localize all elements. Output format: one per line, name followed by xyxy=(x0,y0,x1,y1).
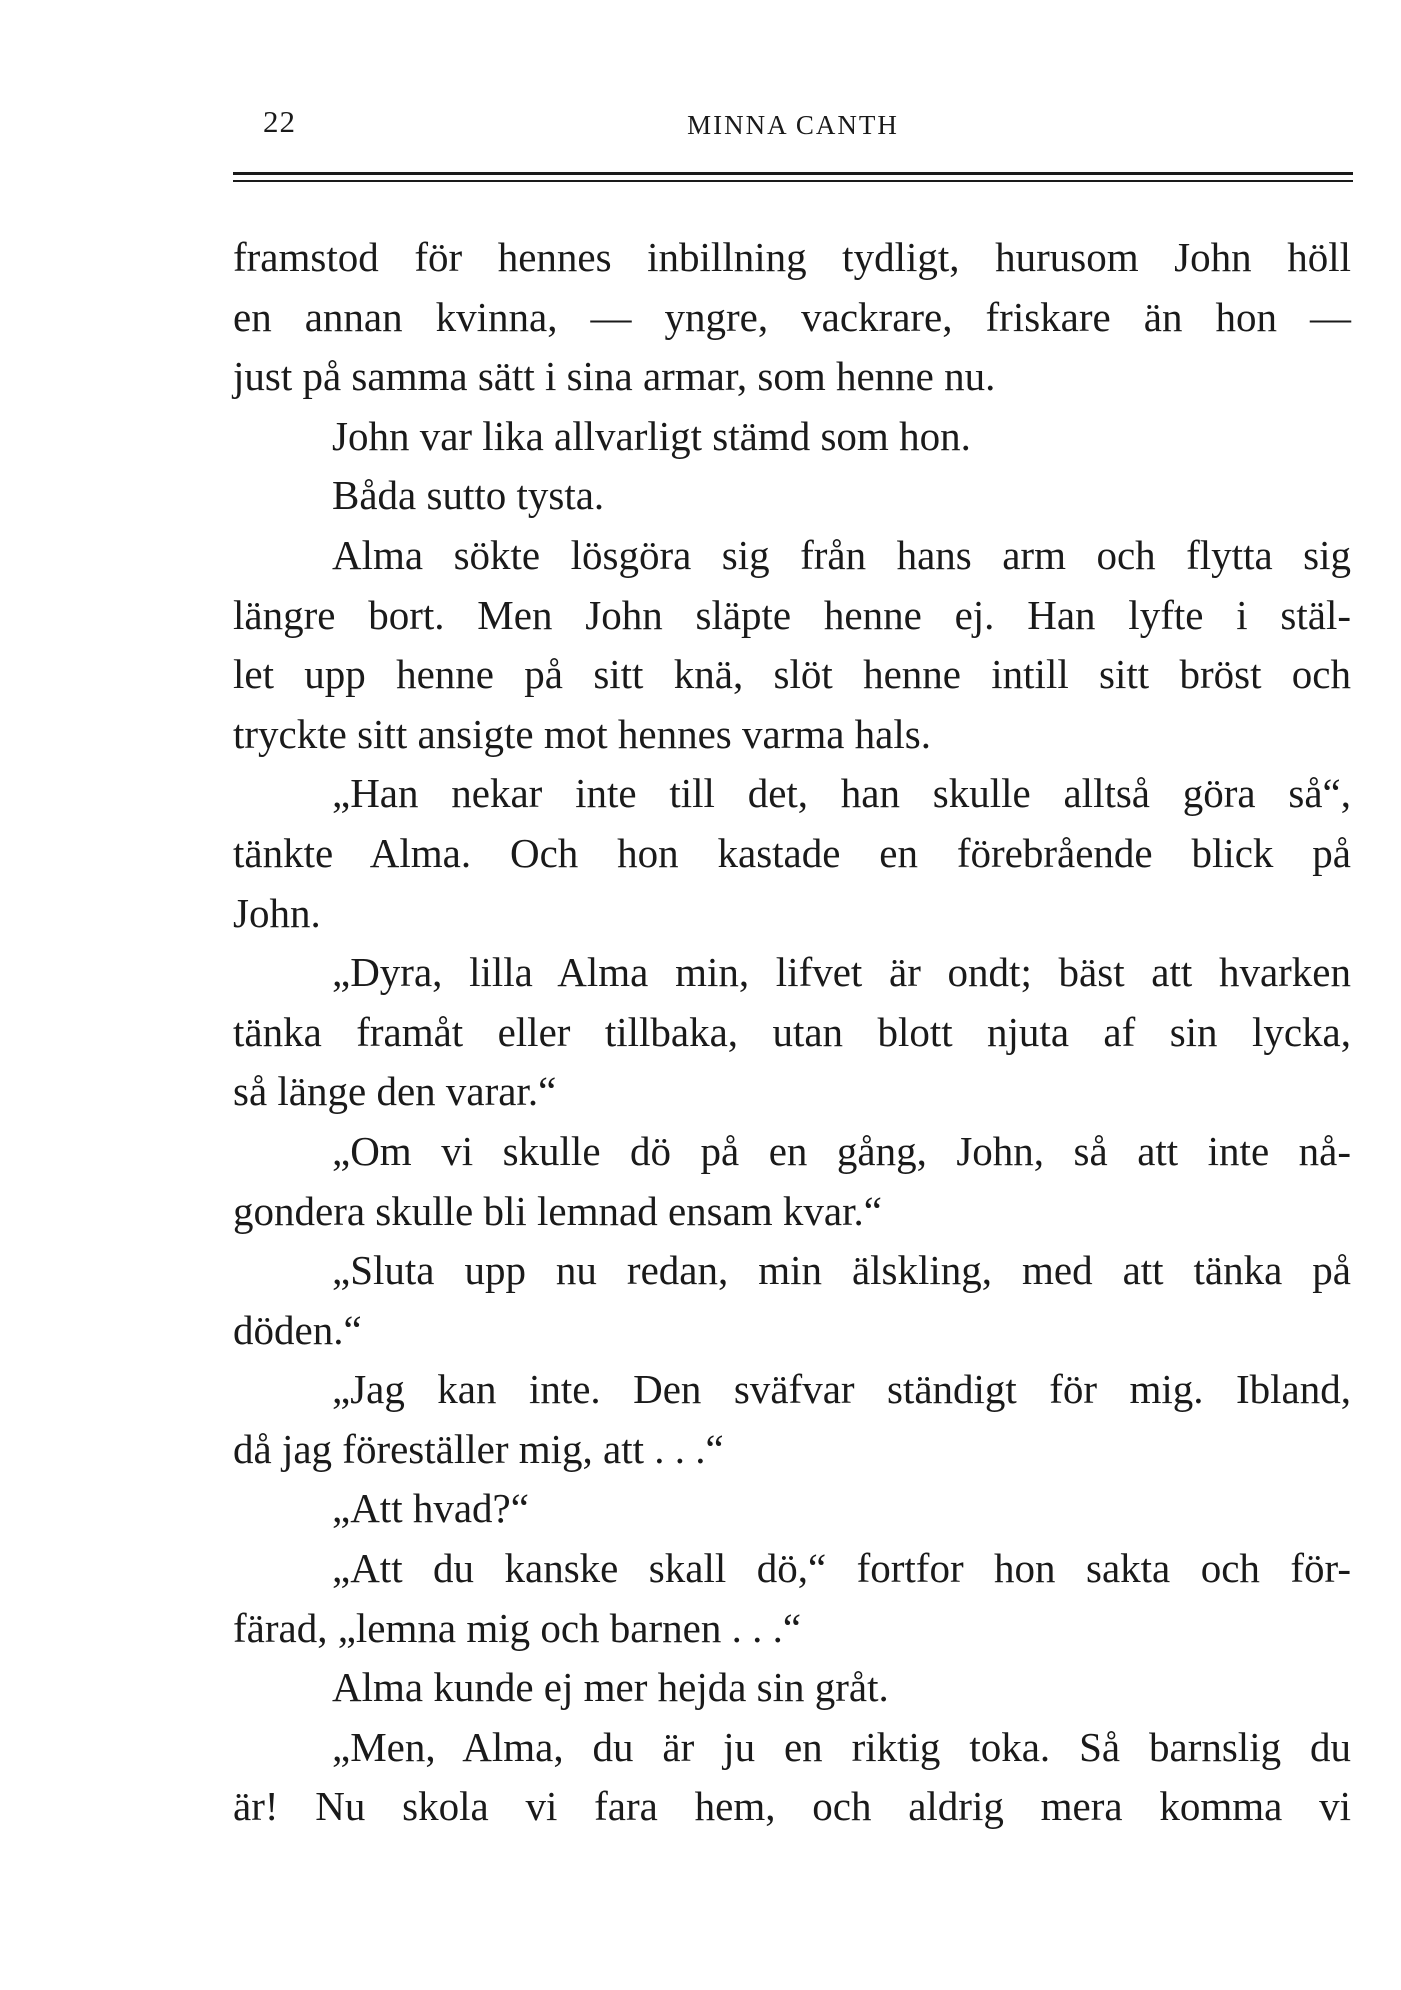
text-line: „Han nekar inte till det, han skulle alltså göra så“, xyxy=(332,770,1351,817)
text-line: let upp henne på sitt knä, slöt henne intill sitt bröst och xyxy=(233,651,1351,698)
text-line: då jag föreställer mig, att . . .“ xyxy=(233,1425,724,1472)
text-line: döden.“ xyxy=(233,1306,362,1353)
text-line: „Dyra, lilla Alma min, lifvet är ondt; bäst att hvarken xyxy=(332,949,1351,996)
text-line: „Om vi skulle dö på en gång, John, så att inte nå- xyxy=(332,1127,1351,1174)
text-line: framstod för hennes inbillning tydligt, hurusom John höll xyxy=(233,234,1351,280)
body-text xyxy=(233,228,1351,1837)
text-line: Alma sökte lösgöra sig från hans arm och flytta sig xyxy=(332,531,1351,578)
text-line: gondera skulle bli lemnad ensam kvar.“ xyxy=(233,1187,882,1234)
text-line: „Men, Alma, du är ju en riktig toka. Så barnslig du xyxy=(332,1723,1351,1770)
text-line: längre bort. Men John släpte henne ej. Han lyfte i stäl- xyxy=(233,591,1351,638)
text-line: just på samma sätt i sina armar, som henne nu. xyxy=(233,353,996,400)
text-line: tänkte Alma. Och hon kastade en förebrående blick på xyxy=(233,829,1351,876)
text-line: är! Nu skola vi fara hem, och aldrig mera komma vi xyxy=(233,1783,1351,1830)
text-line: „Att du kanske skall dö,“ fortfor hon sakta och för- xyxy=(332,1545,1351,1592)
text-line: en annan kvinna, — yngre, vackrare, friskare än hon — xyxy=(233,293,1351,340)
text-line: Båda sutto tysta. xyxy=(332,472,605,519)
page-header xyxy=(233,100,1353,150)
text-line: Alma kunde ej mer hejda sin gråt. xyxy=(332,1664,889,1711)
text-line: färad, „lemna mig och barnen . . .“ xyxy=(233,1604,802,1651)
page-number: 22 xyxy=(263,104,296,139)
text-line: John var lika allvarligt stämd som hon. xyxy=(332,412,971,459)
text-line: John. xyxy=(233,889,321,936)
text-line: så länge den varar.“ xyxy=(233,1068,557,1115)
running-head: MINNA CANTH xyxy=(687,110,899,140)
header-rule-thin xyxy=(233,180,1353,182)
text-line: tryckte sitt ansigte mot hennes varma hals. xyxy=(233,710,931,757)
text-line: „Att hvad?“ xyxy=(332,1485,529,1532)
text-line: „Jag kan inte. Den sväfvar ständigt för mig. Ibland, xyxy=(332,1366,1351,1413)
header-rule-thick xyxy=(233,172,1353,175)
text-line: „Sluta upp nu redan, min älskling, med att tänka på xyxy=(332,1247,1351,1294)
text-line: tänka framåt eller tillbaka, utan blott njuta af sin lycka, xyxy=(233,1008,1351,1055)
